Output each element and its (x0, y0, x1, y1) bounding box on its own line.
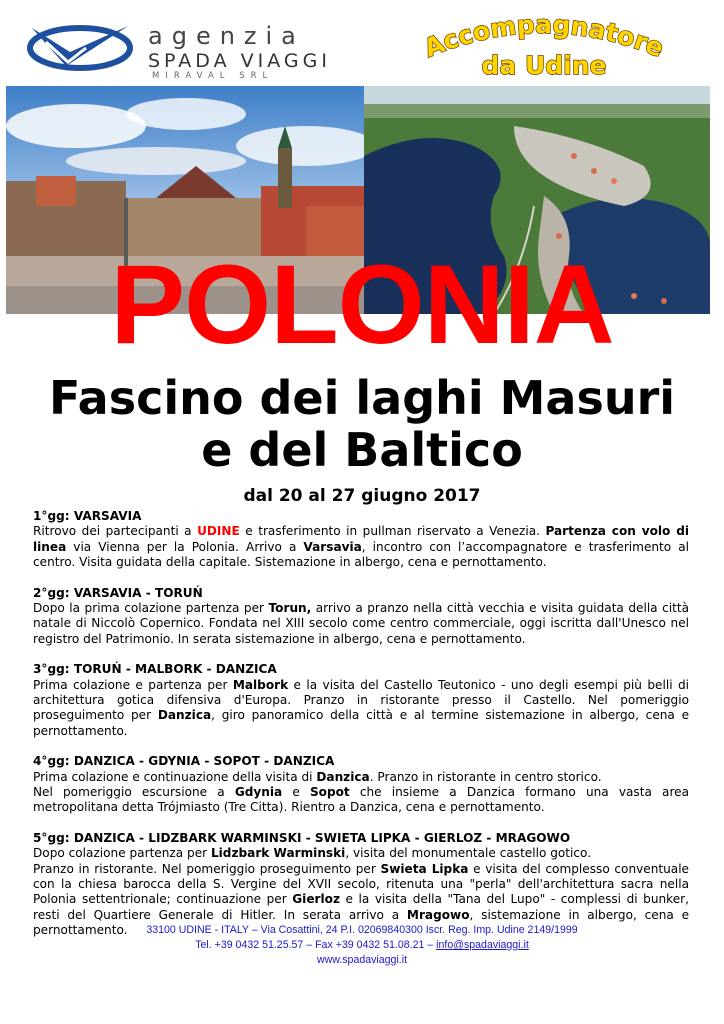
day-title: 1°gg: VARSAVIA (33, 509, 142, 523)
phone-fax: Tel. +39 0432 51.25.57 – Fax +39 0432 51.08.21 – (195, 939, 437, 951)
website-link[interactable]: www.spadaviaggi.it (316, 954, 408, 966)
itinerary-day (33, 662, 689, 738)
email-link[interactable]: info@spadaviaggi.it (436, 939, 529, 951)
highlight-departure-city: UDINE (197, 524, 240, 539)
highlight-place: Danzica (157, 708, 212, 723)
highlight-place: Malbork (232, 677, 289, 692)
day-description: Prima colazione e partenza per Malbork e la visita del Castello Teutonico - uno degli esempi più belli di architettura gotica difensiva d'Europa. Pranzo in ristorante presso il Castello. Nel pomeriggio proseguimento per Danzica, giro panoramico della città e al termine sistemazione in albergo, cena e pernottamento. (33, 677, 690, 738)
itinerary-day (33, 754, 689, 815)
highlight-place: Swieta Lipka (380, 861, 469, 876)
brand-name-line3: MIRAVAL SRL (152, 71, 274, 81)
day-title: 4°gg: DANZICA - GDYNIA - SOPOT - DANZICA (33, 754, 335, 769)
header (0, 0, 724, 88)
spada-logo-icon (26, 22, 134, 72)
brand-name-line1: agenzia (148, 22, 305, 50)
highlight-place: Gierloz (292, 892, 340, 907)
day-description: Prima colazione e continuazione della visita di Danzica. Pranzo in ristorante in centro storico. Nel pomeriggio escursione a Gdynia e Sopot che insieme a Danzica formano una vasta area metropolitana detta Trójmiasto (Tre Citta). Rientro a Danzica, cena e pernottamento. (33, 769, 690, 815)
trip-dates: dal 20 al 27 giugno 2017 (243, 486, 481, 506)
highlight-place: Danzica (316, 769, 370, 784)
day-title: 3°gg: TORUŃ - MALBORK - DANZICA (33, 662, 277, 677)
itinerary-day (33, 586, 689, 647)
brand-name-line2: SPADA VIAGGI (148, 50, 331, 72)
day-title: 2°gg: VARSAVIA - TORUŃ (33, 585, 203, 600)
company-address: 33100 UDINE - ITALY – Via Cosattini, 24 P.I. 02069840300 Iscr. Reg. Imp. Udine 2149/1999 (146, 924, 578, 936)
day-description: Dopo colazione partenza per Lidzbark Warminski, visita del monumentale castello gotico. Pranzo in ristorante. Nel pomeriggio proseguimento per Swieta Lipka e visita del complesso conventuale con la chiesa barocca della S. Vergine del XVII secolo, ritenuta una "perla" dell'architettura sacra nella Polonia settentrionale; continuazione per Gierloz e la visita della "Tana del Lupo" - complessi di bunker, resti del Quartiere Generale di Hitler. In serata arrivo a Mragowo, sistemazione in albergo, cena e pernottamento. (33, 846, 690, 937)
trip-subtitle-line2: e del Baltico (201, 423, 523, 477)
itinerary-day (33, 509, 689, 570)
country-title: POLONIA (110, 242, 614, 367)
day-title: 5°gg: DANZICA - LIDZBARK WARMINSKI - SWIETA LIPKA - GIERLOZ - MRAGOWO (33, 831, 571, 846)
badge-line1: Accompagnatore (419, 10, 668, 63)
highlight-place: Varsavia (303, 539, 362, 554)
itinerary (33, 509, 689, 954)
highlight-place: Mragowo (406, 907, 470, 922)
trip-subtitle-line1: Fascino dei laghi Masuri (48, 371, 676, 425)
highlight-place: Sopot (309, 784, 350, 799)
highlight-place: Lidzbark Warminski (210, 846, 346, 861)
badge-line2: da Udine (481, 51, 607, 80)
footer (0, 923, 724, 968)
trip-subtitle (0, 372, 724, 476)
highlight-place: Partenza con volo di linea (33, 524, 689, 554)
highlight-place: Gdynia (234, 784, 283, 799)
contact-line (0, 938, 724, 953)
day-description: Dopo la prima colazione partenza per Torun, arrivo a pranzo nella città vecchia e visita guidata della città natale di Niccolò Copernico. Fondata nel XIII secolo come centro commerciale, oggi iscritta dall'Unesco nel registro del Patrimonio. In serata sistemazione in albergo, cena e pernottamento. (33, 600, 689, 646)
accompagnatore-badge (408, 10, 678, 90)
day-description: Ritrovo dei partecipanti a UDINE e trasferimento in pullman riservato a Venezia. Partenza con volo di linea via Vienna per la Polonia. Arrivo a Varsavia, incontro con l’accompagnatore e trasferimento al centro. Visita guidata della capitale. Sistemazione in albergo, cena e pernottamento. (33, 524, 689, 569)
highlight-place: Torun, (268, 600, 312, 615)
